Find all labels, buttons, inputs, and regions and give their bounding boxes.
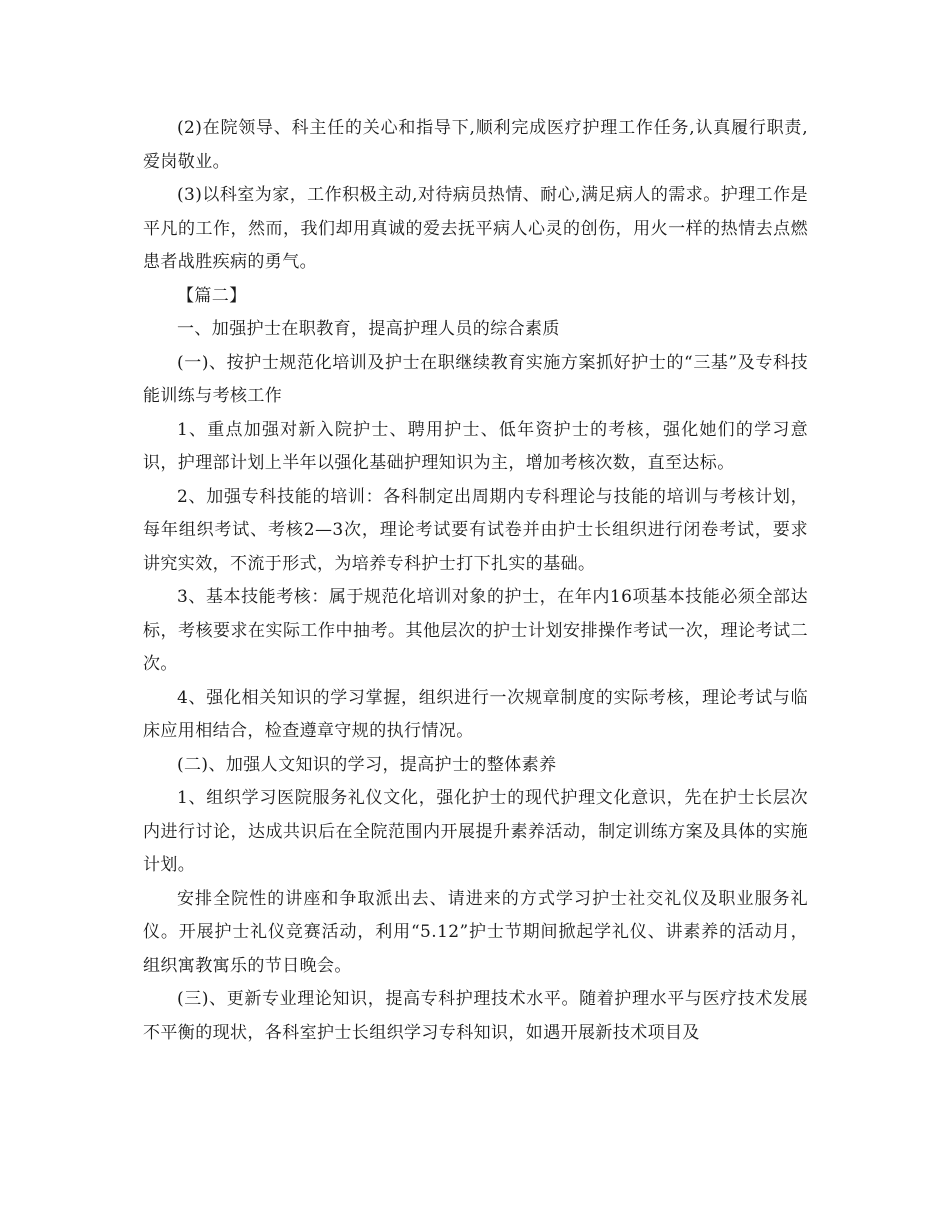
subsection-heading-3: (三)、更新专业理论知识，提高专科护理技术水平。随着护理水平与医疗技术发展不平衡的现状，各科室护士长组织学习专科知识，如遇开展新技术项目及 [143,989,808,1043]
paragraph-list-item-3: 3、基本技能考核：属于规范化培训对象的护士，在年内16项基本技能必须全部达标，考核要求在实际工作中抽考。其他层次的护士计划安排操作考试一次，理论考试二次。 [143,587,808,674]
paragraph-body: 安排全院性的讲座和争取派出去、请进来的方式学习护士社交礼仪及职业服务礼仪。开展护士礼仪竞赛活动，利用“5.12”护士节期间掀起学礼仪、讲素养的活动月，组织寓教寓乐的节日晚会。 [143,888,808,976]
section-heading-part-two: 【篇二】 [177,285,247,306]
subsection-heading-1: (一)、按护士规范化培训及护士在职继续教育实施方案抓好护士的“三基”及专科技能训练与考核工作 [143,352,808,406]
document-page [143,112,808,1050]
paragraph-list-item-1b: 1、组织学习医院服务礼仪文化，强化护士的现代护理文化意识，先在护士长层次内进行讨论，达成共识后在全院范围内开展提升素养活动，制定训练方案及具体的实施计划。 [143,788,808,875]
section-heading-1: 一、加强护士在职教育，提高护理人员的综合素质 [177,319,560,339]
paragraph-list-item-4: 4、强化相关知识的学习掌握，组织进行一次规章制度的实际考核，理论考试与临床应用相结合，检查遵章守规的执行情况。 [143,687,808,741]
paragraph-item-3: (3)以科室为家，工作积极主动,对待病员热情、耐心,满足病人的需求。护理工作是平凡的工作，然而，我们却用真诚的爱去抚平病人心灵的创伤，用火一样的热情去点燃患者战胜疾病的勇气。 [143,185,808,272]
subsection-heading-2: (二)、加强人文知识的学习，提高护士的整体素养 [177,754,557,775]
paragraph-list-item-2: 2、加强专科技能的培训：各科制定出周期内专科理论与技能的培训与考核计划，每年组织考试、考核2—3次，理论考试要有试卷并由护士长组织进行闭卷考试，要求讲究实效，不流于形式，为培养专科护士打下扎实的基础。 [143,486,808,574]
paragraph-item-2: (2)在院领导、科主任的关心和指导下,顺利完成医疗护理工作任务,认真履行职责,爱岗敬业。 [143,118,808,172]
paragraph-list-item-1: 1、重点加强对新入院护士、聘用护士、低年资护士的考核，强化她们的学习意识，护理部计划上半年以强化基础护理知识为主，增加考核次数，直至达标。 [143,419,808,473]
